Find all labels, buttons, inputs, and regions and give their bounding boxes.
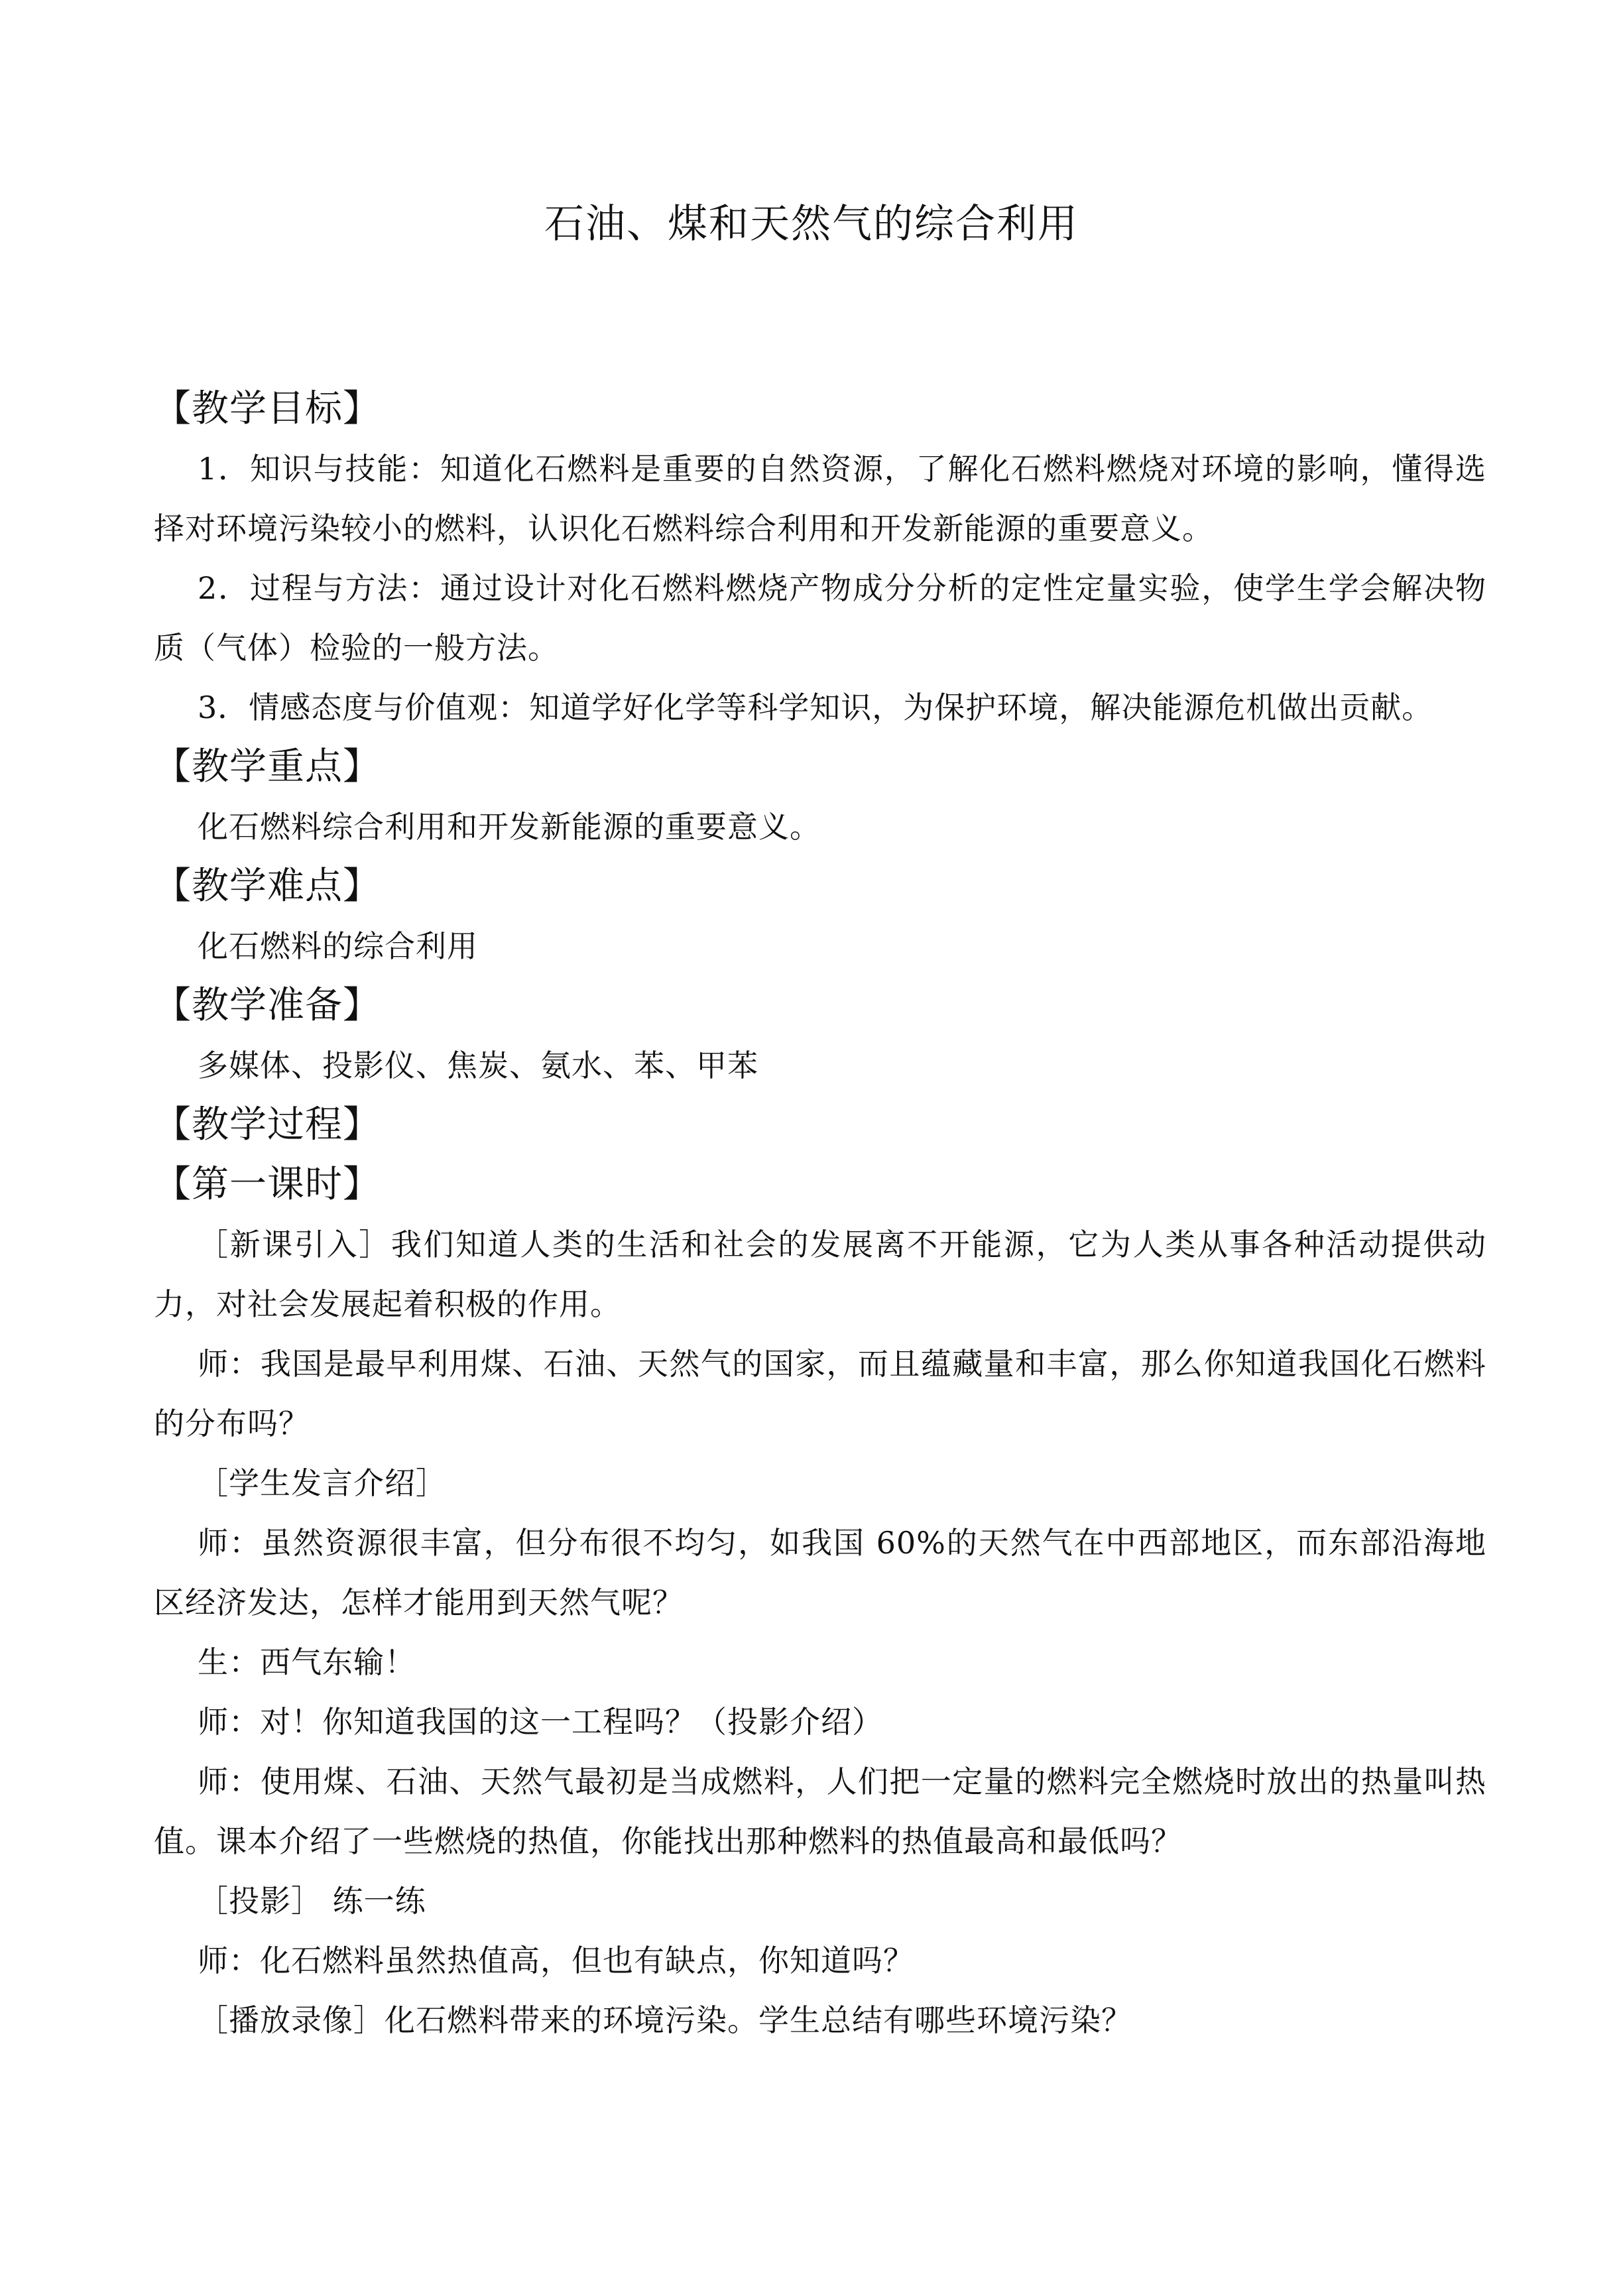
preparation-text: 多媒体、投影仪、焦炭、氨水、苯、甲苯 [198,1048,758,1083]
document-body [154,379,1486,2050]
objective-paragraph-2: 2．过程与方法：通过设计对化石燃料燃烧产物成分分析的定性定量实验，使学生学会解决物质（气体）检验的一般方法。 [154,570,1486,666]
difficulties-text: 化石燃料的综合利用 [198,928,478,964]
preparation-heading: 【教学准备】 [154,984,381,1027]
lesson-paragraph-7: 师：使用煤、石油、天然气最初是当成燃料，人们把一定量的燃料完全燃烧时放出的热量叫热值。课本介绍了一些燃烧的热值，你能找出那种燃料的热值最高和最低吗？ [154,1764,1486,1859]
lesson-paragraph-2: 师：我国是最早利用煤、石油、天然气的国家，而且蕴藏量和丰富，那么你知道我国化石燃料的分布吗？ [154,1346,1486,1441]
key-points-heading: 【教学重点】 [154,745,381,788]
key-points-text: 化石燃料综合利用和开发新能源的重要意义。 [198,809,821,845]
document-title: 石油、煤和天然气的综合利用 [544,201,1079,247]
objective-paragraph-1: 1．知识与技能：知道化石燃料是重要的自然资源，了解化石燃料燃烧对环境的影响，懂得选择对环境污染较小的燃料，认识化石燃料综合利用和开发新能源的重要意义。 [154,451,1486,546]
lesson-paragraph-9: 师：化石燃料虽然热值高，但也有缺点，你知道吗？ [198,1943,914,1978]
process-heading: 【教学过程】 [154,1103,381,1146]
difficulties-heading: 【教学难点】 [154,865,381,908]
lesson-paragraph-5: 生：西气东输！ [198,1644,416,1680]
objective-paragraph-3: 3．情感态度与价值观：知道学好化学等科学知识，为保护环境，解决能源危机做出贡献。 [198,690,1433,725]
lesson-paragraph-3: ［学生发言介绍］ [198,1465,447,1501]
lesson-paragraph-10: ［播放录像］化石燃料带来的环境污染。学生总结有哪些环境污染？ [198,2002,1132,2038]
lesson-1-heading: 【第一课时】 [154,1163,381,1206]
lesson-paragraph-intro: ［新课引入］我们知道人类的生活和社会的发展离不开能源，它为人类从事各种活动提供动力，对社会发展起着积极的作用。 [154,1227,1486,1322]
lesson-paragraph-4: 师：虽然资源很丰富，但分布很不均匀，如我国 60%的天然气在中西部地区，而东部沿海地区经济发达，怎样才能用到天然气呢？ [154,1525,1486,1620]
objectives-heading: 【教学目标】 [154,387,381,430]
lesson-paragraph-8: ［投影］ 练一练 [198,1883,426,1919]
lesson-paragraph-6: 师：对！你知道我国的这一工程吗？（投影介绍） [198,1704,883,1740]
